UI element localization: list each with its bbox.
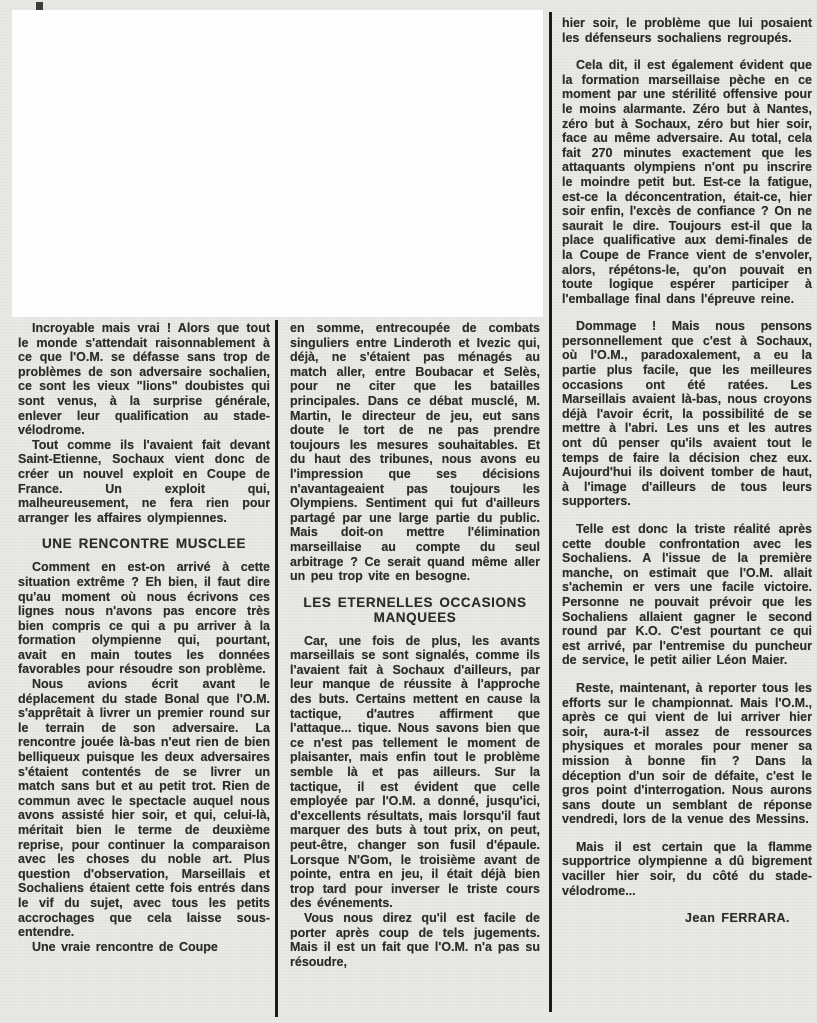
article-paragraph: Telle est donc la triste réalité après cette double confrontation avec les Sochaliens. A l'issue de la première manche, on estimait que l'O.M. allait s'achemin er vers une facile victoire. Personne ne pouvait prévoir que les Sochaliens allaient gagner le second round par K.O. C'est pourtant ce qui est arrivé, par l'entremise du puncheur de service, le petit ailier Léon Maier. <box>562 522 812 668</box>
column-divider-1 <box>275 320 278 1017</box>
article-column-2 <box>290 321 540 969</box>
article-paragraph: Tout comme ils l'avaient fait devant Saint-Etienne, Sochaux vient donc de créer un nouvel exploit en Coupe de France. Un exploit qui, malheureusement, ne fera rien pour arranger les affaires olympiennes. <box>18 437 270 525</box>
section-heading-les-eternelles-occasions-manquees: LES ETERNELLES OCCASIONS MANQUEES <box>303 594 527 625</box>
article-paragraph: en somme, entrecoupée de combats singuliers entre Linderoth et Ivezic qui, déjà, ne s'étaient pas ménagés au match aller, entre Boubacar et Selès, pour ne citer que les batailles principales. Dans ce débat musclé, M. Martin, le directeur de jeu, eut sans doute le tort de ne pas prendre toujours les mesures souhaitables. Et du haut des tribunes, nous avons eu l'impression que ses décisions n'avantageaient pas toujours les Olympiens. Sentiment qui fut d'ailleurs partagé par une large partie du public. Mais doit-on mettre l'élimination marseillaise au compte du seul arbitrage ? Ce serait quand même aller un peu trop vite en besogne. <box>290 321 540 584</box>
article-paragraph: Une vraie rencontre de Coupe <box>32 939 218 954</box>
section-heading-une-rencontre-musclee: UNE RENCONTRE MUSCLEE <box>41 536 247 552</box>
article-column-3 <box>562 16 812 926</box>
photo-placeholder <box>12 10 543 317</box>
article-paragraph: Nous avions écrit avant le déplacement du stade Bonal que l'O.M. s'apprêtait à livrer un premier round sur le terrain de son adversaire. La rencontre jouée là-bas n'eut rien de bien belliqueux puisque les deux adversaires s'étaient contentés de se livrer un match sans but et au petit trot. Rien de commun avec le spectacle auquel nous avons assisté hier soir, et qui, celui-là, méritait bien le terme de deuxième reprise, pour continuer la comparaison avec les choses du noble art. Plus question d'observation, Marseillais et Sochaliens étaient cette fois entrés dans le vif du sujet, avec tous les petits accrochages que cela laisse sous-entendre. <box>18 677 270 940</box>
article-paragraph: Dommage ! Mais nous pensons personnellement que c'est à Sochaux, où l'O.M., paradoxalement, a eu la partie plus facile, que les meilleures occasions ont été ratées. Les Marseillais avaient là-bas, nous croyons déjà l'avoir écrit, la possibilité de se mettre à l'abri. Les uns et les autres ont dû penser qu'ils avaient tout le temps de faire la décision chez eux. Aujourd'hui ils doivent tomber de haut, à l'image d'ailleurs de tous leurs supporters. <box>562 319 812 509</box>
column-divider-2 <box>549 12 552 1012</box>
article-paragraph: Reste, maintenant, à reporter tous les efforts sur le championnat. Mais l'O.M., après ce qui vient de lui arriver hier soir, aura-t-il assez de ressources physiques et morales pour mener sa mission à bonne fin ? Dans la déception d'un soir de défaite, c'est le gros point d'interrogation. Nous aurons sans doute un semblant de réponse vendredi, lors de la venue des Messins. <box>562 680 812 827</box>
article-paragraph: hier soir, le problème que lui posaient les défenseurs sochaliens regroupés. <box>562 16 812 45</box>
article-paragraph: Cela dit, il est également évident que la formation marseillaise pèche en ce moment par une stérilité offensive pour le moins alarmante. Zéro but à Nantes, zéro but à Sochaux, zéro but hier soir, face au même adversaire. Au total, cela fait 270 minutes exactement que les attaquants olympiens n'ont pu inscrire le moindre petit but. Est-ce la fatigue, est-ce la déconcentration, était-ce, hier soir enfin, l'excès de confiance ? On ne saurait le dire. Toujours est-il que la place qualificative aux demi-finales de la Coupe de France vient de s'envoler, alors, répétons-le, qu'on pouvait en toute logique espérer participer à l'emballage final dans l'épreuve reine. <box>562 58 812 306</box>
article-paragraph: Incroyable mais vrai ! Alors que tout le monde s'attendait raisonnablement à ce que l'O.M. se défasse sans trop de problèmes de son adversaire sochalien, ce sont les vieux "lions" doubistes qui sont venus, à la surprise générale, enlever leur qualification au stade-vélodrome. <box>18 321 270 438</box>
article-paragraph: Car, une fois de plus, les avants marseillais se sont signalés, comme ils l'avaient fait à Sochaux d'ailleurs, par leur manque de réussite à l'approche des buts. Certains mettent en cause la tactique, d'autres affirment que l'attaque... tique. Nous savons bien que ce n'est pas tellement le moment de plaisanter, mais enfin tout le problème semble là et pas ailleurs. Sur la tactique, il est évident que celle employée par l'O.M. a donné, jusqu'ici, d'excellents résultats, mais lorsqu'il faut marquer des buts à tout prix, on peut, peut-être, changer son fusil d'épaule. Lorsque N'Gom, le troisième avant de pointe, entra en jeu, il était déjà bien trop tard pour inverser le triste cours des événements. <box>290 633 540 911</box>
article-paragraph: Mais il est certain que la flamme supportrice olympienne a dû bigrement vaciller hier soir, du côté du stade-vélodrome... <box>562 839 812 898</box>
article-column-1 <box>18 321 270 954</box>
article-paragraph: Vous nous direz qu'il est facile de porter après coup de tels jugements. Mais il est un fait que l'O.M. n'a pas su résoudre, <box>290 910 540 969</box>
author-byline: Jean FERRARA. <box>684 911 790 926</box>
article-paragraph: Comment en est-on arrivé à cette situation extrême ? Eh bien, il faut dire qu'au moment où nous écrivons ces lignes nous n'avons pas encore très bien compris ce qui a pu arriver à la formation olympienne qui, pourtant, avait en main toutes les données favorables pour résoudre son problème. <box>18 560 270 677</box>
